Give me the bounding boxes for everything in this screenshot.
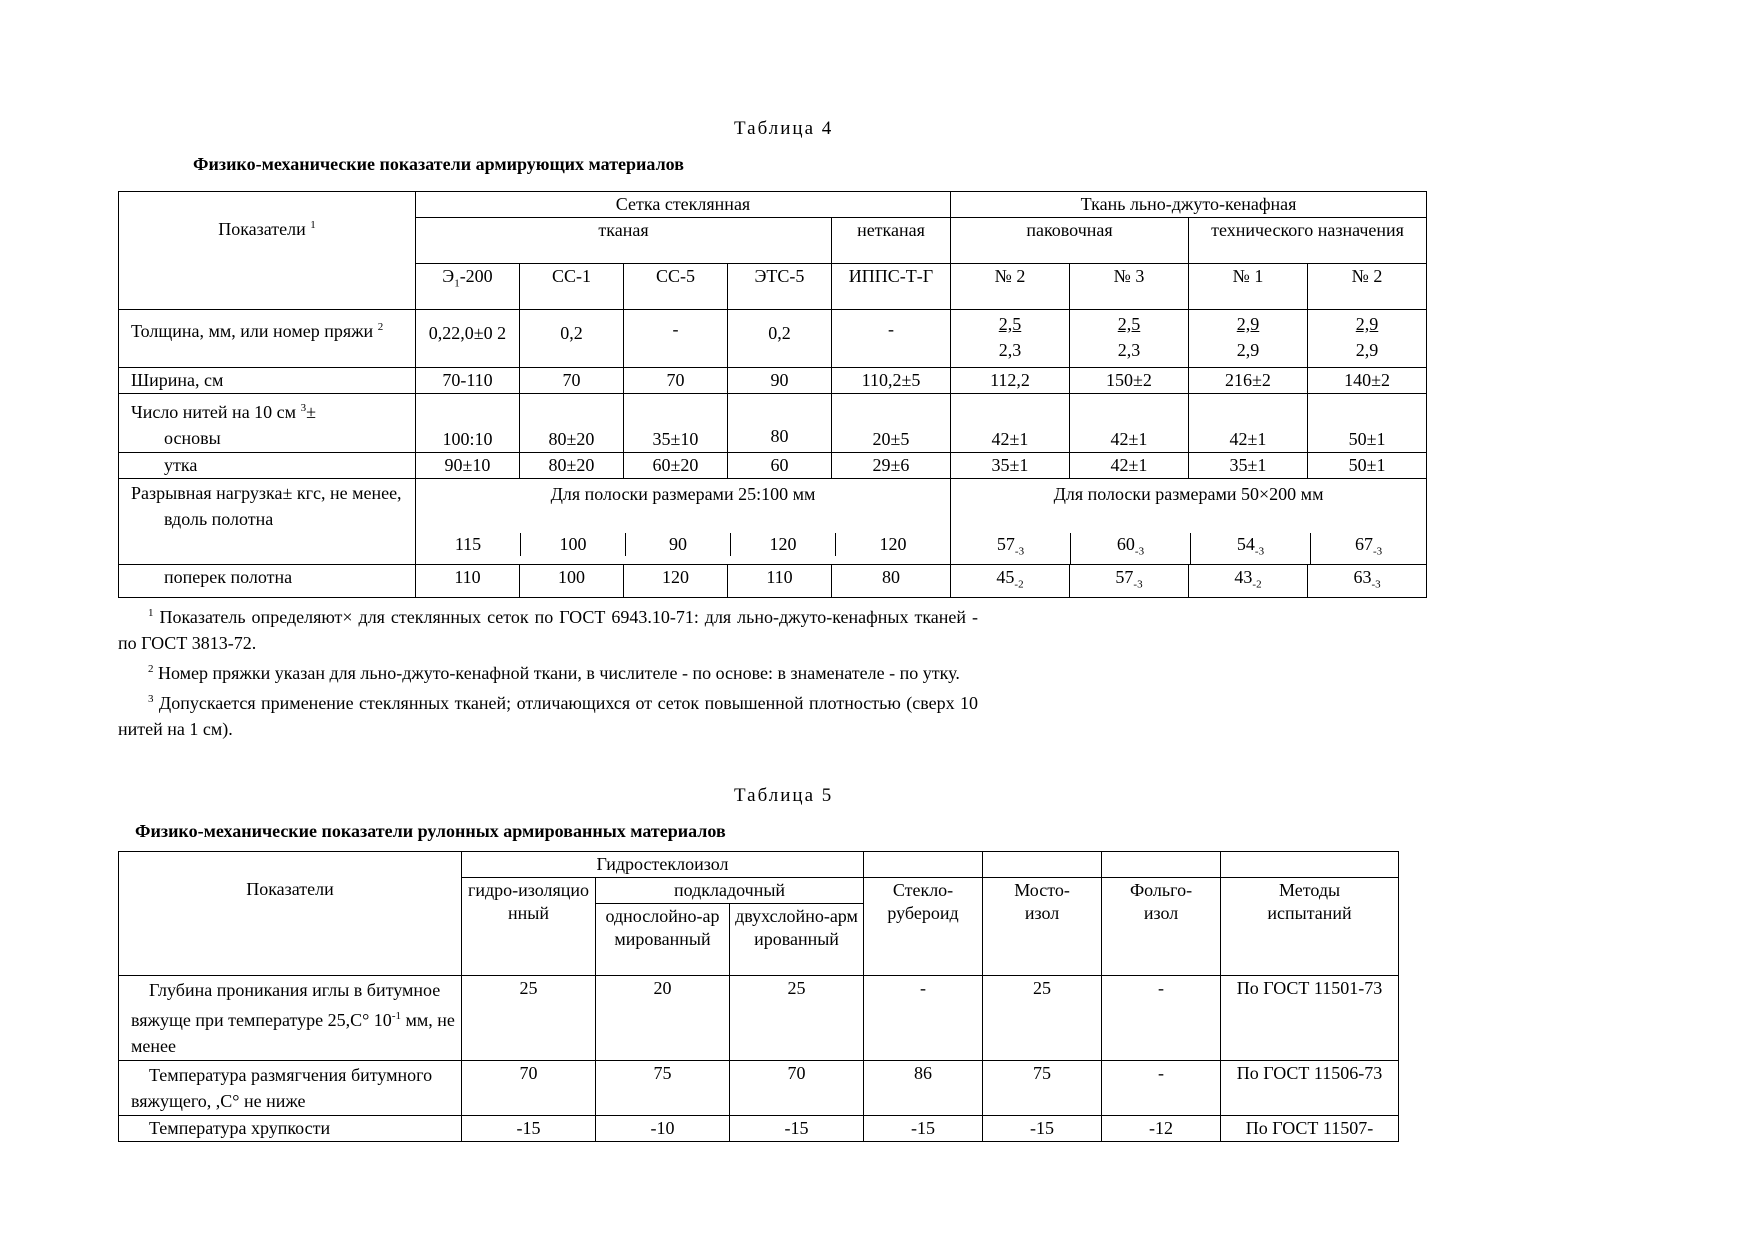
footnote-3: $^3$ Допускается применение стеклянных тканей; отличающихся от сеток повышенной плотностью (сверх 10 нитей на 1 см). xyxy=(118,693,978,739)
t4-col-ss5: СС-5 xyxy=(624,264,728,310)
t5-header-folgo: Фольго-изол xyxy=(1102,878,1221,976)
t4-cell-fraction: 2,5 2,3 xyxy=(1070,310,1189,368)
t5-header-empty xyxy=(983,852,1102,878)
t5-cell: -15 xyxy=(730,1116,864,1142)
t4-header-packing: паковочная xyxy=(951,218,1189,264)
table4 xyxy=(118,191,1427,598)
t5-row2-label: Температура размягчения битумного вяжущего, ,С° не ниже xyxy=(119,1061,462,1116)
footnote-2: $^2$ Номер пряжки указан для льно-джуто-кенафной ткани, в числителе - по основе: в знаменателе - по утку. xyxy=(148,663,960,683)
t4-cell: 42±1 xyxy=(1070,453,1189,479)
t4-cell: 0,22,0±0 2 xyxy=(416,310,520,368)
table-row xyxy=(119,310,1427,368)
t4-cell: 90 xyxy=(626,533,731,556)
t5-cell: -15 xyxy=(462,1116,596,1142)
t5-header-double: двухслойно-армированный xyxy=(730,904,864,976)
table5-caption: Таблица 5 xyxy=(734,785,834,806)
t4-row-thickness-label: Толщина, мм, или номер пряжи $^2$ xyxy=(119,310,416,368)
t5-header-indicators: Показатели xyxy=(119,852,462,976)
t5-header-steklo: Стекло-рубероид xyxy=(864,878,983,976)
t5-header-hydroins: гидро-изоляционный xyxy=(462,878,596,976)
t4-col-e1-200: $Э_1-200$ xyxy=(416,264,520,310)
t4-cell: 120 xyxy=(879,534,907,554)
t4-col-pack-2: № 2 xyxy=(951,264,1070,310)
t4-col-pack-3: № 3 xyxy=(1070,264,1189,310)
t4-cell: $57_{-3}$ xyxy=(1070,564,1189,598)
t5-header-methods: Методы испытаний xyxy=(1221,878,1399,976)
t4-header-fabric: Ткань льно-джуто-кенафная xyxy=(951,192,1427,218)
table-row xyxy=(119,479,1427,565)
t5-cell: -15 xyxy=(864,1116,983,1142)
t4-cell: 110,2±5 xyxy=(832,368,951,394)
table-row xyxy=(119,1116,1399,1142)
t4-cell: 80±20 xyxy=(520,453,624,479)
t4-cell: 100 xyxy=(520,564,624,598)
t4-cell-fraction: 2,5 2,3 xyxy=(951,310,1070,368)
t4-cell: 35±1 xyxy=(1189,453,1308,479)
t5-header-single: однослойно-армированный xyxy=(596,904,730,976)
t5-cell: 20 xyxy=(596,976,730,1061)
t4-cell: 50±1 xyxy=(1308,394,1427,453)
t4-cell: $45_{-2}$ xyxy=(951,564,1070,598)
t4-cell: 110 xyxy=(728,564,832,598)
t4-header-nonwoven: нетканая xyxy=(832,218,951,264)
t4-cell: 42±1 xyxy=(1189,394,1308,453)
t4-col-ipps: ИППС-Т-Г xyxy=(832,264,951,310)
t5-row1-label: Глубина проникания иглы в битумное вяжуще при температуре 25,С° $10^{-1}$ мм, не менее xyxy=(119,976,462,1061)
t4-cell: 0,2 xyxy=(520,310,624,368)
t4-cell: $57_{-3}$ xyxy=(951,533,1071,564)
t5-cell: -12 xyxy=(1102,1116,1221,1142)
t5-header-empty xyxy=(1102,852,1221,878)
t5-row3-label: Температура хрупкости xyxy=(119,1116,462,1142)
t4-cell: 42±1 xyxy=(951,394,1070,453)
t5-header-mosto: Мосто-изол xyxy=(983,878,1102,976)
t4-cell: $60_{-3}$ xyxy=(1071,533,1191,564)
t5-cell: - xyxy=(1102,976,1221,1061)
t5-cell: - xyxy=(864,976,983,1061)
t5-cell: - xyxy=(1102,1061,1221,1116)
t4-cell: 80±20 xyxy=(520,394,624,453)
t5-cell: По ГОСТ 11507- xyxy=(1221,1116,1399,1142)
t4-col-tech-1: № 1 xyxy=(1189,264,1308,310)
table5-title: Физико-механические показатели рулонных армированных материалов xyxy=(135,821,726,841)
t4-cell: 120 xyxy=(624,564,728,598)
t4-row-across-label: поперек полотна xyxy=(119,564,416,598)
t4-header-technical: технического назначения xyxy=(1189,218,1427,264)
table-row xyxy=(119,1061,1399,1116)
t5-cell: 75 xyxy=(983,1061,1102,1116)
t5-header-underlay: подкладочный xyxy=(596,878,864,904)
t5-cell: 25 xyxy=(462,976,596,1061)
t4-header-woven: тканая xyxy=(416,218,832,264)
t4-col-ss1: СС-1 xyxy=(520,264,624,310)
t5-header-empty xyxy=(1221,852,1399,878)
t4-cell: 100:10 xyxy=(416,394,520,453)
table-row xyxy=(119,976,1399,1061)
footnote-1: $^1$ Показатель определяют× для стеклянных сеток по ГОСТ 6943.10-71: для льно-джуто-кенафных тканей - по ГОСТ 3813-72. xyxy=(118,607,978,653)
table-row xyxy=(119,394,1427,453)
t4-cell: - xyxy=(624,310,728,368)
t4-cell: 140±2 xyxy=(1308,368,1427,394)
t4-cell-fraction: 2,9 2,9 xyxy=(1189,310,1308,368)
t4-cell: 35±10 xyxy=(624,394,728,453)
t5-cell: 25 xyxy=(730,976,864,1061)
t4-cell: 0,2 xyxy=(728,310,832,368)
t4-break-strip2: Для полоски размерами 50×200 мм $57_{-3}$ $60_{-3}$ $54_{-3}$ $67_{-3}$ xyxy=(951,479,1427,565)
table5 xyxy=(118,851,1399,1142)
t4-cell: 112,2 xyxy=(951,368,1070,394)
t5-cell: 86 xyxy=(864,1061,983,1116)
t4-cell: 120 xyxy=(731,533,836,556)
t4-cell: $63_{-3}$ xyxy=(1308,564,1427,598)
table-row xyxy=(119,564,1427,598)
t4-header-indicators: Показатели $^1$ xyxy=(119,192,416,310)
t4-break-strip1: Для полоски размерами 25:100 мм 115 100 90 120 120 xyxy=(416,479,951,565)
t4-cell: 150±2 xyxy=(1070,368,1189,394)
table-row xyxy=(119,368,1427,394)
t4-cell: 115 xyxy=(416,533,521,556)
t5-cell: По ГОСТ 11501-73 xyxy=(1221,976,1399,1061)
table4-title: Физико-механические показатели армирующих материалов xyxy=(193,154,684,174)
t5-cell: -10 xyxy=(596,1116,730,1142)
t4-row-weft-label: утка xyxy=(119,453,416,479)
t4-cell: - xyxy=(832,310,951,368)
t4-col-tech-2: № 2 xyxy=(1308,264,1427,310)
t5-cell: 70 xyxy=(462,1061,596,1116)
t4-cell: 29±6 xyxy=(832,453,951,479)
t4-cell: 60 xyxy=(728,453,832,479)
t4-cell: 70-110 xyxy=(416,368,520,394)
t5-cell: По ГОСТ 11506-73 xyxy=(1221,1061,1399,1116)
table4-footnotes xyxy=(118,600,978,742)
t4-cell: 42±1 xyxy=(1070,394,1189,453)
table-row xyxy=(119,453,1427,479)
t4-cell: 100 xyxy=(521,533,626,556)
t4-cell: 20±5 xyxy=(832,394,951,453)
t4-row-width-label: Ширина, см xyxy=(119,368,416,394)
t4-row-break-label: Разрывная нагрузка± кгс, не менее, вдоль полотна xyxy=(119,479,416,565)
t4-cell: 90 xyxy=(728,368,832,394)
t4-cell: 80 xyxy=(728,394,832,453)
table4-caption: Таблица 4 xyxy=(734,118,834,139)
t5-header-hydro: Гидростеклоизол xyxy=(462,852,864,878)
t4-cell-fraction: 2,9 2,9 xyxy=(1308,310,1427,368)
t4-cell: 80 xyxy=(832,564,951,598)
t4-cell: 70 xyxy=(624,368,728,394)
t4-col-ets5: ЭТС-5 xyxy=(728,264,832,310)
t4-cell: $67_{-3}$ xyxy=(1354,534,1383,558)
t5-cell: 75 xyxy=(596,1061,730,1116)
t4-cell: 70 xyxy=(520,368,624,394)
t4-cell: 50±1 xyxy=(1308,453,1427,479)
t4-header-glass-mesh: Сетка стеклянная xyxy=(416,192,951,218)
t4-cell: 35±1 xyxy=(951,453,1070,479)
t4-cell: $54_{-3}$ xyxy=(1191,533,1311,564)
t5-cell: 70 xyxy=(730,1061,864,1116)
t4-cell: 216±2 xyxy=(1189,368,1308,394)
t4-cell: 60±20 xyxy=(624,453,728,479)
t4-cell: $43_{-2}$ xyxy=(1189,564,1308,598)
t5-cell: -15 xyxy=(983,1116,1102,1142)
t5-cell: 25 xyxy=(983,976,1102,1061)
t4-cell: 90±10 xyxy=(416,453,520,479)
t4-cell: 110 xyxy=(416,564,520,598)
t4-row-warp-label: Число нитей на 10 см $^3$± основы xyxy=(119,394,416,453)
t5-header-empty xyxy=(864,852,983,878)
